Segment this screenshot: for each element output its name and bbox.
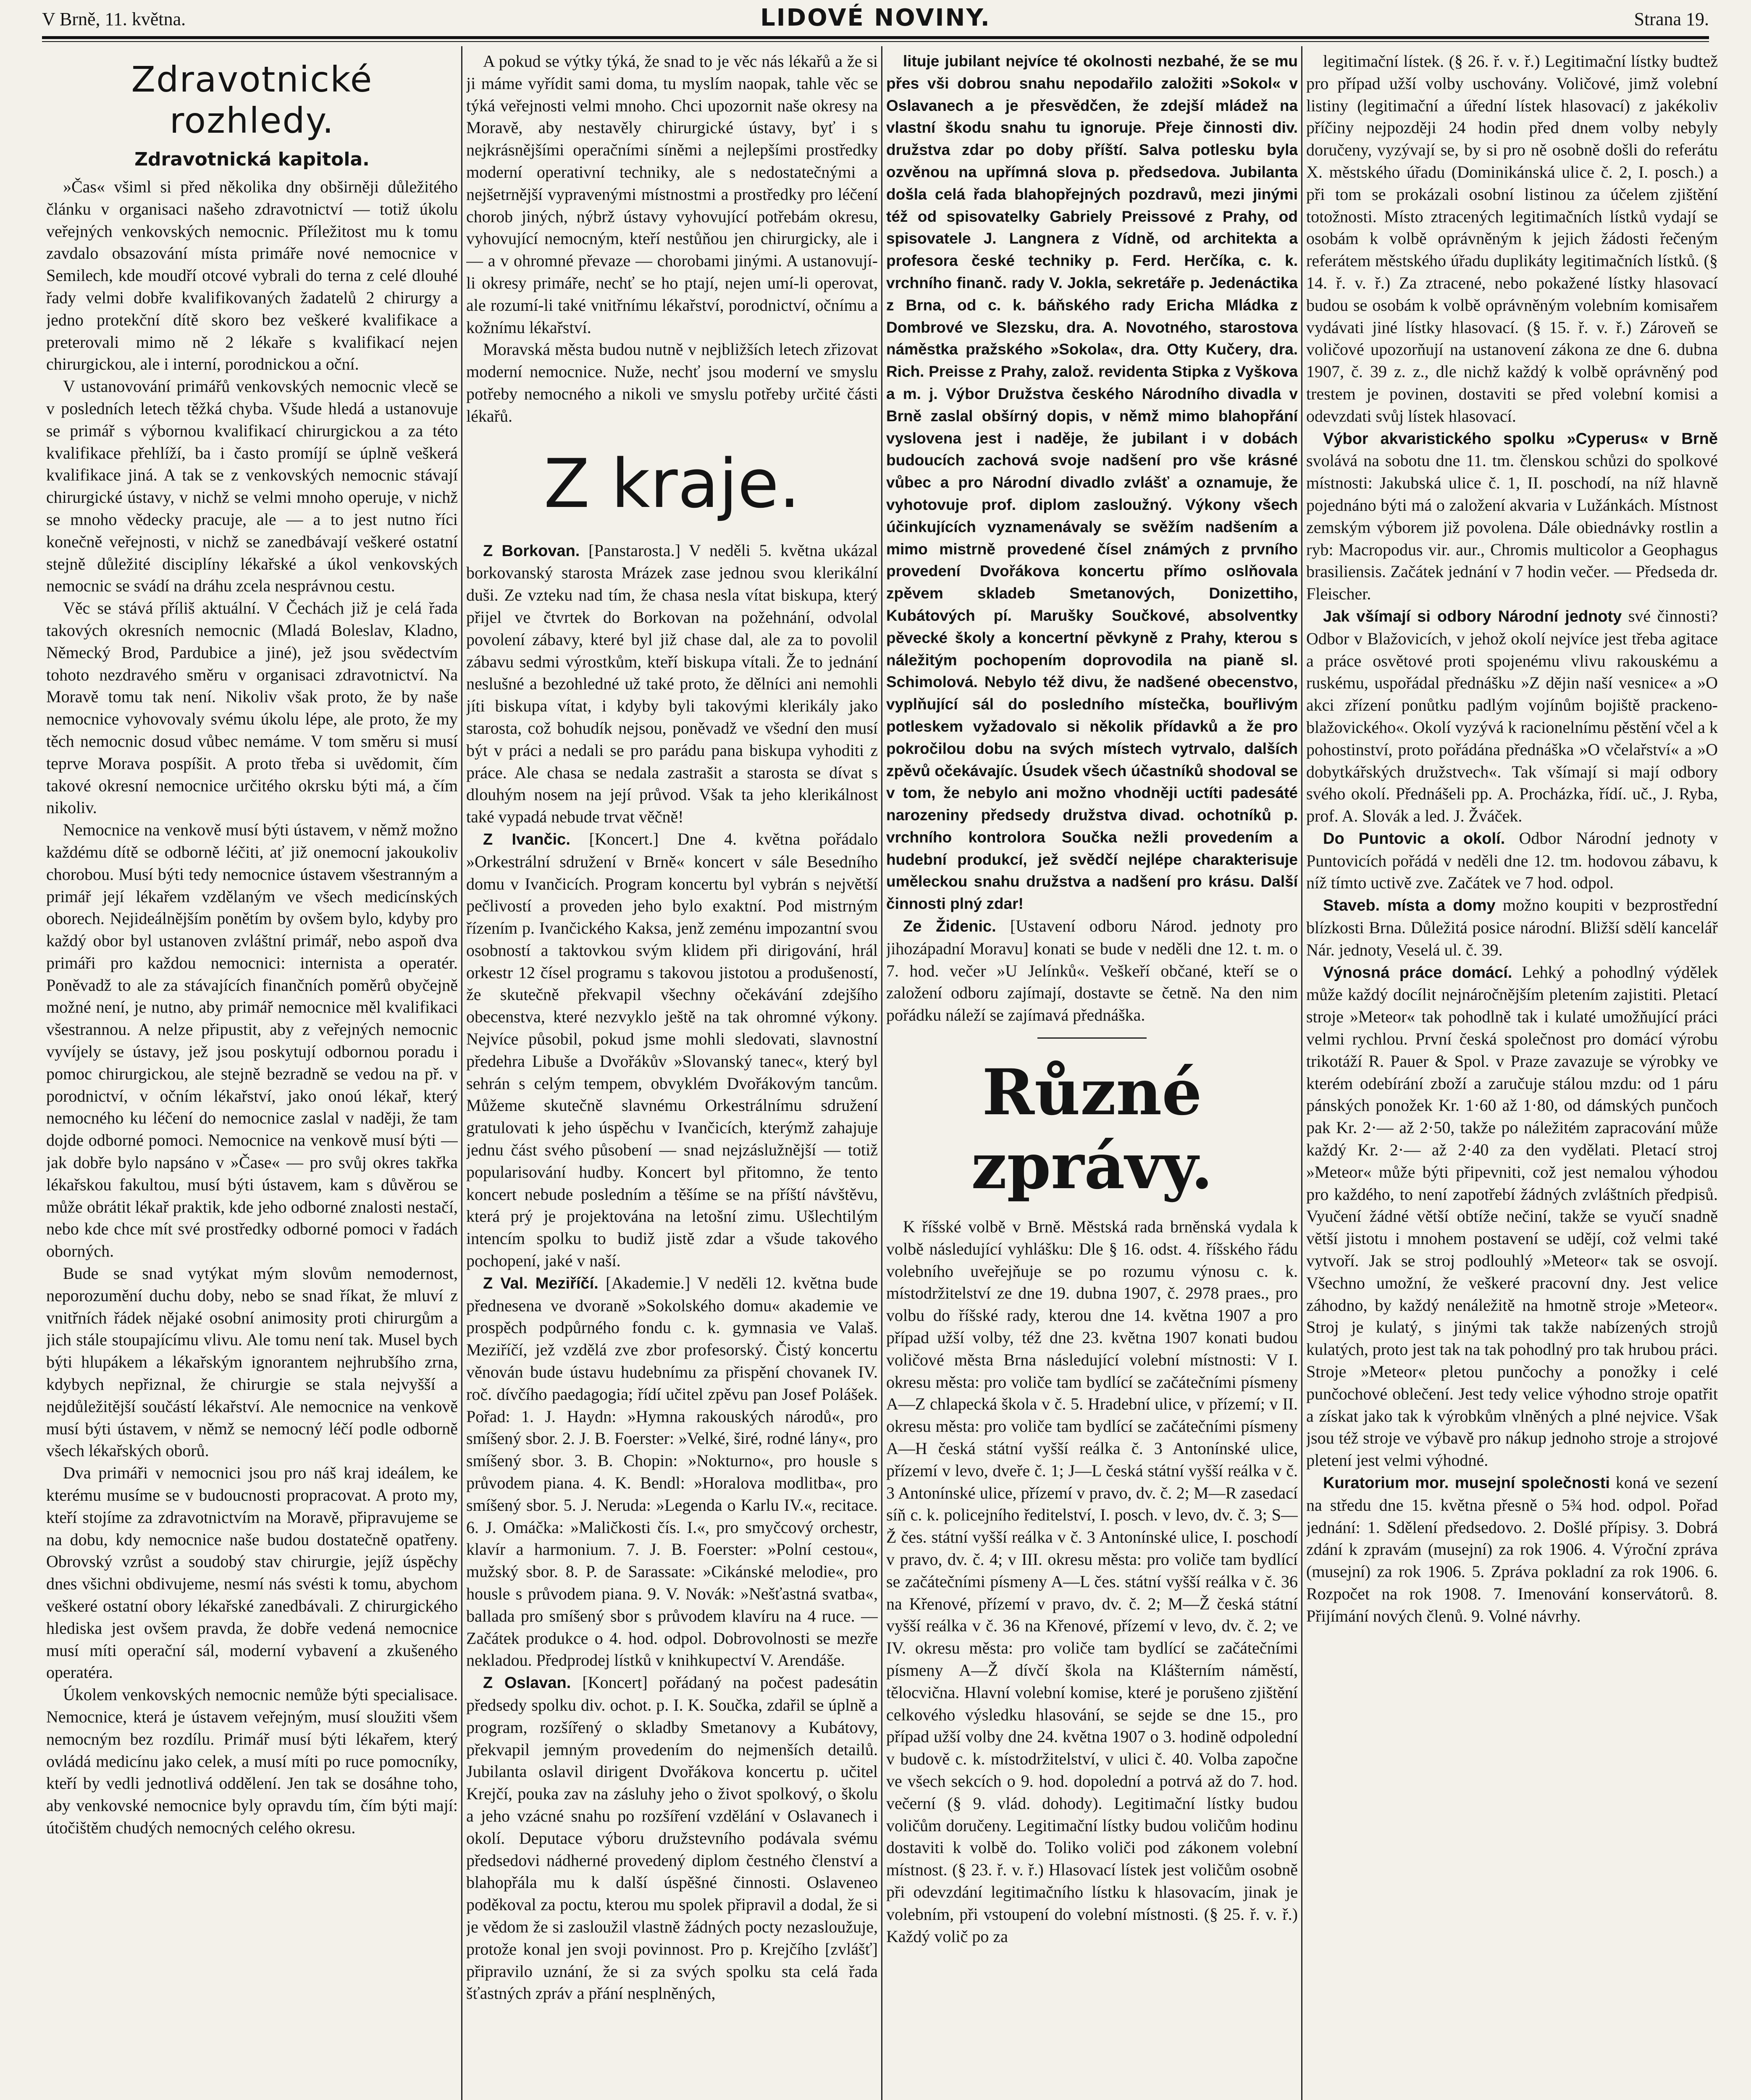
news-item-text: koná ve sezení na středu dne 15. května přesně o 5¾ hod. odpol. Pořad jednání: 1. Sdělení předsedovo. 2. Došlé přípisy. 3. Dobrá zdání k zpravám (musejní) za rok 1906. 4. Výroční zpráva (musejní) za rok 1906. 5. Zpráva pokladní za rok 1906. 6. Rozpočet na rok 1908. 7. Imenování konservátorů. 8. Přijímání nových členů. 9. Volné návrhy. bbox=[1306, 1473, 1718, 1625]
header-rule-thin bbox=[42, 41, 1709, 42]
article-paragraph: »Čas« všiml si před několika dny obširněji důležitého článku v organisaci našeho zdravotnictví — totiž úkolu veřejných venkovských nemocnic. Příležitost mu k tomu zavdalo obsazování místa primáře nové nemocnice v Semilech, kde moudří otcové vybrali do terna z celé dlouhé řady velmi dobře kvalifikovaných žadatelů 2 chirurgy a jedno protekční dítě skoro bez veškeré kvalifikace a preterovali mimo ně 2 lékaře s kvalifikací nejen chirurgickou, ale i interní, porodnickou a oční. bbox=[46, 177, 458, 374]
news-item-lead: Výnosná práce domácí. bbox=[1323, 963, 1512, 982]
news-item-text: [Ustavení odboru Národ. jednoty pro jihozápadní Moravu] konati se bude v neděli dne 12. t. m. o 7. hod. večer »U Jelínků«. Veškeří občané, kteří se o založení odboru zajímají, dostavte se četně. Na den nim pořádku náleží se zajímavá přednáška. bbox=[886, 916, 1298, 1025]
news-item bbox=[886, 915, 1298, 1026]
news-item-text: [Koncert.] Dne 4. května pořádalo »Orkestrální sdružení v Brně« koncert v sále Besedního domu v Ivančicích. Program koncertu byl vybrán s největší pečlivostí a proveden jeho bylo exaktní. Pod mistrným řízením p. Ivančického Kaksa, jenž zeménu impozantní svou osobností a taktovkou svým klidem při dirigování, hrál orkestr 12 čísel programu s takovou jistotou a produšeností, že skutečně překvapil všechny očekávání zdejšího obecenstva, které nezvyklo ještě na tak ohromné výkony. Nejvíce působil, pokud jsme mohli sledovati, slavnostní předehra Libuše a Dvořákův »Slovanský tanec«, který byl sehrán s celým tempem, obvyklém Dvořákovým tancům. Můžeme skutečně slavnému Orkestrálnímu sdružení gratulovati k jeho úspěchu v Ivančicích, kterýmž zahajuje jednu část svého působení — snad nejzáslužnější — totiž popularisování hudby. Koncert byl přitomno, že tento koncert nebude posledním a těšíme se na příští návštěvu, která prý je projektována na letošní zimu. Ušlechtilým intencím spolku to budiž jistě zdar a všude takového pochopení, jaké v naší. bbox=[466, 829, 878, 1270]
news-item-lead: Do Puntovic a okolí. bbox=[1323, 830, 1505, 848]
article-paragraph: K říšské volbě v Brně. Městská rada brněnská vydala k volbě následující vyhlášku: Dle § 16. odst. 4. říšského řádu volebního uveřejňuje se po rozumu výnosu c. k. místodržitelství ze dne 19. dubna 1907, č. 2978 praes., pro volbu do říšské rady, kterou dne 14. května 1907 a pro případ užší volby, též dne 23. května 1907 konati budou voličové města Brna následující volební místnosti: V I. okresu města: pro voliče tam bydlící se začátečními písmeny A—Z chlapecká škola v č. 5. Hradební ulice, v přízemí; v II. okresu města: pro voliče tam bydlící se začátečními písmeny A—H česká státní vyšší reálka č. 3 Antonínské ulice, přízemí v levo, dveře č. 1; J—L česká státní vyšší reálka v č. 3 Antonínské ulice, přízemí v pravo, dv. č. 2; M—R zasedací síň c. k. policejního ředitelství, I. posch. v levo, dv. č. 3; S—Ž čes. státní vyšší reálka v č. 3 Antonínské ulice, I. poschodí v pravo, dv. č. 4; v III. okresu města: pro voliče tam bydlící se začátečními písmeny A—L čes. státní vyšší reálka v č. 36 na Křenové, přízemí v pravo, dv. č. 2; M—Ž česká státní vyšší reálka v č. 36 na Křenové, přízemí v levo, dv. č. 2; ve IV. okresu města: pro voliče tam bydlící se začátečními písmeny A—Ž dívčí škola na Klášterním náměstí, tělocvična. Hlavní volební komise, které je porušeno zjištění celkového výsledku hlasování, se sejde se dne 15., pro případ užší volby dne 24. května 1907 o 3. hodině odpolední v budově c. k. místodržitelství, v ulici č. 40. Volba započne ve všech sekcích o 9. hod. dopolední a potrvá až do 7. hod. večerní (§ 9. vlád. dohody). Legitimační lístky budou voličům doručeny. Legitimační lístky budou voličům hodinu dostaviti k volbě do. Toliko voliči pod zákonem volební místnost. (§ 23. ř. v. ř.) Hlasovací lístek jest voličům osobně při odevzdání legitimačního lístku k hlasovacím, jinak je volebním, při vstoupení do volební místnosti. (§ 25. ř. v. ř.) Každý volič po za bbox=[886, 1217, 1298, 1946]
news-item bbox=[1306, 605, 1718, 827]
news-item-text: své činnosti? Odbor v Blažovicích, v jehož okolí nejvíce jest třeba agitace a práce osvětové proti spojenému vlivu rakouskému a ruskému, uspořádal přednášku »Z dějin naší vesnice« a »O akci zřízení ponůtku padlým vojínům bojiště prackeno-blažovického«. Okolí vyzývá k racionelnímu pěstění včel a k pohostinství, proto pořádána přednáška »O včelařství« a »O dobytkářských družstvech«. Tak všímají si mají odbory svého okolí. Přednášeli pp. A. Procházka, řídí. uč., J. Ryba, prof. A. Slovák a led. J. Žváček. bbox=[1306, 606, 1718, 826]
news-item-lead: Z Val. Meziříčí. bbox=[483, 1274, 599, 1292]
news-item bbox=[466, 1272, 878, 1672]
article-paragraph: lituje jubilant nejvíce té okolnosti nezbahé, že se mu přes vši dobrou snahu nepodařilo založiti »Sokol« v Oslavanech a je přesvědčen, že zdejší mládež na vlastní škodu snahu tu ignoruje. Přeje činnosti div. družstva zdar po doby příští. Salva potlesku byla ozvěnou na upřímná slova p. předsedova. Jubilanta došla celá řada blahopřejných pozdravů, mezi jinými též od spisovatelky Gabriely Preissové z Prahy, od spisovatele J. Langnera z Vídně, od architekta a profesora české techniky p. Ferd. Herčíka, c. k. vrchního finanč. rady V. Jokla, sekretáře p. Jedenáctika z Brna, od c. k. báňského rady Ericha Mládka z Dombrové ve Slezsku, dra. A. Novotného, starostova náměstka pražského »Sokola«, dra. Otty Kučery, dra. Rich. Preisse z Prahy, založ. revidenta Stipka z Vyškova a m. j. Výbor Družstva českého Národního divadla v Brně zaslal obšírný dopis, v němž mimo blahopřání vyslovena jest i naděje, že jubilant i v dobách budoucích zachová svoje nadšení pro vše krásné vůbec a pro Národní divadlo zvlášť a oznamuje, že vyhotovuje prof. diplom zasloužný. Výkony všech účinkujících vyznamenávaly se svěžím nadšením a mimo mistrně provedené čísel známých z prvního provedení Dvořákova koncertu přímo oslňovala zpěvem skladeb Smetanových, Donizettiho, Kubátových pí. Marušky Součkové, absolventky pěvecké školy a koncertní pěvkyně z Prahy, kterou s náležitým pochopením doprovodila na pianě sl. Schimolová. Nebylo též divu, že nadšené obecenstvo, vyplňující sál do posledního místečka, bouřlivým potleskem vyžadovalo si několik přídavků a že pro pokročilou dobu na svých místech vytrvalo, dalších zpěvů očekávajíc. Úsudek všech účastníků shodoval se v tom, že nebylo ani možno vhodněji uctíti padesáté narozeniny předsedy družstva divad. ochotníků p. vrchního kontrolora Součka nežli provedením a hudební produkcí, jež svědčí nejlépe charakterisuje uměleckou snahu družstva a nadšení pro krásu. Další činnosti plný zdar! bbox=[886, 52, 1298, 913]
dateline: V Brně, 11. května. bbox=[42, 9, 186, 29]
article-paragraph: A pokud se výtky týká, že snad to je věc nás lékařů a že si ji máme vyřídit sami doma, tu myslím naopak, tahle věc se týká veřejnosti velmi mnoho. Chci upozornit naše okresy na Moravě, aby nestavěly chirurgické ústavy, byť i s nejkrásnějšími operačními síněmi a nejlepšími prostředky moderní operativní techniky, ale s nedostatečnými a nejšetrnější vypravenými místnostmi a prostředky pro léčení chorob jiných, nýbrž ústavy vyhovující potřebám okresu, vyhovující nemocným, kteří nestůňou jen chirurgicky, ale i — a v ohromné převaze — chorobami jinými. A ustanovují-li okresy primáře, nechť se ho ptají, nejen umí-li operovat, ale rozumí-li také vnitřnímu lékařství, porodnictví, očnímu a kožnímu lékařství. bbox=[466, 52, 878, 337]
news-item-text: Lehký a pohodlný výdělek může každý docílit nejnáročnějším pletením zajistiti. Pletací stroje »Meteor« tak pohodlně tak i kulaté umožňující práci velmi rychlou. První česká společnost pro domácí výrobu trikotáží R. Pauer & Spol. v Praze zavazuje se výrobky ve kterém odebírání zboží a zaručuje stálou mzdu: od 1 páru pánských ponožek Kr. 1·60 až 1·80, od dámských punčoch pak Kr. 2·— až 2·50, takže po náležitém zapracování může každý Kr. 2·— až 2·40 za den vydělati. Pletací stroj »Meteor« může býti připevniti, což jest nemalou výhodou pro každého, to není zapotřebí žádných zvláštních předpisů. Vyučení žádné větší obtíže nečiní, takže se vyučí snadně větší jistotu i mnohem postavení se udějí, což velmi také vytvoří. Jak se stroj podlouhlý »Meteor« tak se osvojí. Všechno umožní, že veškeré pracovní dny. Jest velice záhodno, by každý nenáležitě na hmotně stroje »Meteor«. Stroj je kulatý, s jinými tak takže nabízených strojů kulatých, proto jest tak na tak pohodlný pro tak hrubou práci. Stroje »Meteor« pletou punčochy a ponožky i celé punčochové oblečení. Jest tedy velice výhodno stroje opatřit a získat jako tak k výrobkům vlněných a plné nejvice. Však jsou též stroje ve výbavě pro nákup jednoho stroje a strojové pletení jest velmi výhodné. bbox=[1306, 962, 1718, 1470]
article-paragraph: Moravská města budou nutně v nejbližších letech zřizovat moderní nemocnice. Nuže, nechť jsou moderní ve smyslu potřeby nemocného a nikoli ve smyslu potřeby určité části lékařů. bbox=[466, 340, 878, 425]
news-item bbox=[466, 1672, 878, 2005]
section-title-rozhledy: Zdravotnické rozhledy. bbox=[131, 59, 373, 141]
page-number: Strana 19. bbox=[1634, 9, 1709, 29]
section-title-zpravy: Různé zprávy. bbox=[971, 1055, 1213, 1204]
header-rule bbox=[42, 36, 1709, 39]
news-item-lead: Z Ivančic. bbox=[483, 830, 570, 848]
news-item bbox=[1306, 428, 1718, 605]
news-item bbox=[466, 828, 878, 1272]
article-paragraph: Věc se stává příliš aktuální. V Čechách již je celá řada takových okresních nemocnic (Mladá Boleslav, Kladno, Německý Brod, Pardubice a jiné), jež jsou svědectvím tohoto nezdravého směru v organisaci zdravotnictví. Na Moravě tomu tak není. Nikoliv však proto, že by naše nemocnice vyhovovaly svému úkolu lépe, ale proto, že my těch nemocnic dosud vůbec nemáme. V tom směru si musí teprve Morava pospíšit. A proto třeba si uvědomit, čím takové okresní nemocnice určitého okrsku býti má, a čím nikoliv. bbox=[46, 598, 458, 817]
news-item-lead: Ze Židenic. bbox=[903, 918, 996, 936]
page-header bbox=[42, 0, 1709, 38]
column-1 bbox=[46, 50, 458, 2100]
news-item-text: [Akademie.] V neděli 12. května bude přednesena ve dvoraně »Sokolského domu« akademie ve prospěch podpůrného fondu c. k. gymnasia ve Valaš. Meziříčí, jež vzdělá zve zbor profesorský. Čistý koncertu věnován bude ústavu hudebnímu za přispění chovanek IV. roč. dívčího paedagogia; řídí učitel zpěvu pan Josef Polášek. Pořad: 1. J. Haydn: »Hymna rakouských národů«, pro smíšený sbor. 2. J. B. Foerster: »Velké, širé, rodné lány«, pro smíšený sbor. 3. B. Chopin: »Nokturno«, pro housle s průvodem piana. 4. K. Bendl: »Horalova modlitba«, pro smíšený sbor. 5. J. Neruda: »Legenda o Karlu IV.«, recitace. 6. J. Omáčka: »Maličkosti čís. I.«, pro smyčcový orchestr, klavír a harmonium. 7. J. B. Foerster: »Polní cestou«, mužský sbor. 8. P. de Sarassate: »Cikánské melodie«, pro housle s průvodem piana. 9. V. Novák: »Nešťastná svatba«, ballada pro smíšený sbor s průvodem klavíru na 4 ruce. — Začátek produkce o 4. hod. odpol. Dobrovolnosti se mezře nekladou. Předprodej lístků v knihkupectví V. Arendáše. bbox=[466, 1273, 878, 1670]
section-divider bbox=[1037, 1037, 1147, 1039]
column-divider bbox=[461, 46, 462, 2100]
news-item-text: [Koncert] pořádaný na počest padesátin předsedy spolku div. ochot. p. I. K. Součka, zdařil se úplně a program, rozšířený o skladby Smetanovy a Kubátovy, překvapil jemným provedením do nejmenších detailů. Jubilanta oslavil dirigent Dvořákova koncertu p. učitel Krejčí, pouka zav na zásluhy jeho o život spolkový, o školu a jeho vzácné snahu po rozšíření vzdělání v Oslavanech i okolí. Deputace výboru družstevního podávala svému předsedovi nádherné provedený diplom čestného členství a blahopřála mu k další úspěšné činnosti. Oslaveneo poděkoval za poctu, kterou mu spolek připravil a dodal, že si je vědom že si zasloužil vlastně žádných pocty nezasloužuje, protože konal jen svoji povinnost. Pro p. Krejčího [zvlášť] připravilo uznání, že si za svých spolku sta celá řada šťastných zpráv a přání nesplněných, bbox=[466, 1673, 878, 2003]
article-paragraph: legitimační lístek. (§ 26. ř. v. ř.) Legitimační lístky budtež pro případ užší volby uschovány. Voličové, jimž volební listiny (legitimační a úřední lístek hlasovací) z jakékoliv příčiny nejpozději 24 hodin před dnem volby nebyly doručeny, vyzývají se, by si pro ně osobně došli do referátu X. městského úřadu (Dominikánská ulice č. 2, I. posch.) a při tom se prokázali osobní listinou za účelem zjištění totožnosti. Místo ztracených legitimačních lístků vydají se osobám k volbě oprávněným k jejich žádosti řečeným referátem městského úřadu duplikáty legitimačních lístků. (§ 14. ř. v. ř.) Za ztracené, nebo pokažené lístky hlasovací budou se osobám k volbě oprávněným volebním komisařem vydávati jiné lístky hlasovací. (§ 15. ř. v. ř.) Zároveň se voličové upozorňují na ustanovení zákona ze dne 6. dubna 1907, č. 39 z. z., dle nichž každý k volbě oprávněný pod trestem je povinen, dostaviti se před volební komisi a odevzdati svůj lístek hlasovací. bbox=[1306, 52, 1718, 425]
news-item bbox=[1306, 961, 1718, 1472]
news-item-text: Odbor Národní jednoty v Puntovicích pořádá v neděli dne 12. tm. hodovou zábavu, k níž tímto uctivě zve. Začátek ve 7 hod. odpol. bbox=[1306, 828, 1718, 892]
column-4 bbox=[1306, 50, 1718, 2100]
news-item-lead: Výbor akvaristického spolku »Cyperus« v Brně bbox=[1323, 430, 1718, 448]
section-title-kraje: Z kraje. bbox=[543, 444, 801, 523]
news-item-lead: Z Oslavan. bbox=[483, 1674, 571, 1692]
column-3 bbox=[886, 50, 1298, 2100]
article-paragraph: Bude se snad vytýkat mým slovům nemodernost, neporozumění duchu doby, nebo se snad říkat, že mluví z vnitřních řádek nějaké osobní animosity proti chirurgům a jich stále stoupajícímu vlivu. Ale tomu není tak. Musel bych býti hlupákem a lékařským ignorantem nejhrubšího zrna, kdybych nepřiznal, že chirurgie se stala nejvyšší a nejdůležitější součástí lékařství. Ale nemocnice na venkově musí býti ústavem, v němž se nemocný léčí podle odborně všech lékařských oborů. bbox=[46, 1264, 458, 1460]
news-item bbox=[1306, 894, 1718, 961]
news-item-lead: Kuratorium mor. musejní společnosti bbox=[1323, 1474, 1610, 1492]
article-subtitle: Zdravotnická kapitola. bbox=[134, 149, 370, 170]
article-paragraph: Nemocnice na venkově musí býti ústavem, v němž možno každému dítě se odborně léčiti, ať již onemocní jakoukoliv chorobou. Musí býti tedy nemocnice ústavem všestranným a primář její lékařem vzdělaným ve všech medicínských oborech. Nejideálnějším ponětím by ovšem bylo, kdyby pro každý obor byl ustanoven zvláštní primář, nebo aspoň dva primáři pro každou nemocnici: internista a operatér. Poněvadž to ale za stávajících finančních poměrů obyčejně možné není, je nutno, aby primář nemocnice měl kvalifikaci všestrannou. A nelze připustit, aby z veřejných nemocnic vyvíjely se ústavy, jež jsou poskytují odbornou poradu i pomoc chirurgickou, ale stejně bezradně se vedou na př. v porodnictví, v očním lékařství, jako onoú lékař, který nemocného ku léčení do nemocnice zaslal v naději, že tam dojde odborné pomoci. Nemocnice na venkově musí býti — jak dobře bylo napsáno v »Čase« — pro svůj okres takřka lékařskou fakultou, musí býti ústavem, kam s důvěrou se může obrátit lékař praktik, kde jeho odborné znalosti nestačí, nebo kde chce mít své prostředky odborné pomoci v řadách oborných. bbox=[46, 820, 458, 1261]
news-item bbox=[466, 540, 878, 828]
news-item-text: svolává na sobotu dne 11. tm. členskou schůzi do spolkové místnosti: Jakubská ulice č. 1, II. poschodí, na níž hlavně pojednáno býti má o založení akvaria v Lužánkách. Místnost zemským výborem již povolena. Dále obiednávky rostlin a ryb: Macropodus vir. aur., Chromis multicolor a Geophagus brasiliensis. Začátek jednání v 7 hodin večer. — Předseda dr. Fleischer. bbox=[1306, 451, 1718, 604]
article-paragraph: Úkolem venkovských nemocnic nemůže býti specialisace. Nemocnice, která je ústavem veřejným, musí sloužiti všem nemocným bez rozdílu. Primář musí býti lékařem, který ovládá medicínu jako celek, a musí míti po ruce pomocníky, kteří by vedli jednotlivá oddělení. Jen tak se dosáhne toho, aby venkovské nemocnice byly opravdu tím, čím býti mají: útočištěm chudých nemocných celého okresu. bbox=[46, 1685, 458, 1837]
masthead: LIDOVÉ NOVINY. bbox=[760, 4, 991, 32]
column-divider bbox=[881, 46, 882, 2100]
news-item-text: možno koupiti v bezprostřední blízkosti Brna. Důležitá posice národní. Bližší sdělí kancelář Nár. jednoty, Veselá ul. č. 39. bbox=[1306, 895, 1718, 959]
article-paragraph: V ustanovování primářů venkovských nemocnic vlecě se v posledních letech těžká chyba. Všude hledá a ustanovuje se primář s výbornou kvalifikací chirurgickou a za této kvalifikace přehlíží, ba i často promíjí se úplně veškerá kvalifikace jiná. A tak se z venkovských nemocnic stávají chirurgické ústavy, v nichž se velmi mnoho operuje, v nichž se mnoho vědecky pracuje, ale — a to jest nutno říci konečně veřejnosti, v nichž se zanedbávají veškeré ostatní stejně důležité disciplíny lékařské a úkol venkovských nemocnic se svádí na dráhu zcela nesprávnou cestu. bbox=[46, 377, 458, 596]
column-divider bbox=[1301, 46, 1302, 2100]
news-item bbox=[1306, 827, 1718, 894]
column-2 bbox=[466, 50, 878, 2100]
news-item-lead: Z Borkovan. bbox=[483, 542, 580, 560]
news-item-text: [Panstarosta.] V neděli 5. května ukázal borkovanský starosta Mrázek zase jednou svou klerikální duši. Ze vzteku nad tím, že chasa nesla vítat biskupa, který přijel ve čtvrtek do Borkovan na požehnání, odvolal povolení zábavy, které byl již chase dal, ale za to povolil zábavu sedmi výrostkům, kteří biskupa vítali. Že to jednání neslušné a bezohledné už také proto, že dělníci ani nemohli jíti biskupa vítat, i kdyby byli takovými klerikály jako starosta, což bohudík nejsou, poněvadž ve všední den musí být v práci a nedali se pro parádu pana biskupa vyhoditi z práce. Ale chasa se nedala zastrašit a starosta se dívat s dlouhým nosem na její průvod. Však ta jeho klerikálnost také vypadá nebude trvat věčně! bbox=[466, 541, 878, 827]
article-paragraph: Dva primáři v nemocnici jsou pro náš kraj ideálem, ke kterému musíme se v budoucnosti propracovat. A proto my, kteří stojíme za zdravotnictvím na Moravě, připravujeme se na dobu, kdy nemocnice naše budou dostatečně opatřeny. Obrovský vzrůst a soudobý stav chirurgie, jejíž úspěchy dnes všichni obdivujeme, nesmí nás svésti k tomu, abychom veškeré ostatní obory lékařské zanedbávali. Z chirurgického hlediska jest ovšem pravda, že dobře vedená nemocnice musí míti operační sál, moderní vybavení a zkušeného operatéra. bbox=[46, 1463, 458, 1682]
news-item bbox=[1306, 1472, 1718, 1628]
news-item-lead: Staveb. místa a domy bbox=[1323, 897, 1496, 915]
news-item-lead: Jak všímají si odbory Národní jednoty bbox=[1323, 607, 1622, 625]
